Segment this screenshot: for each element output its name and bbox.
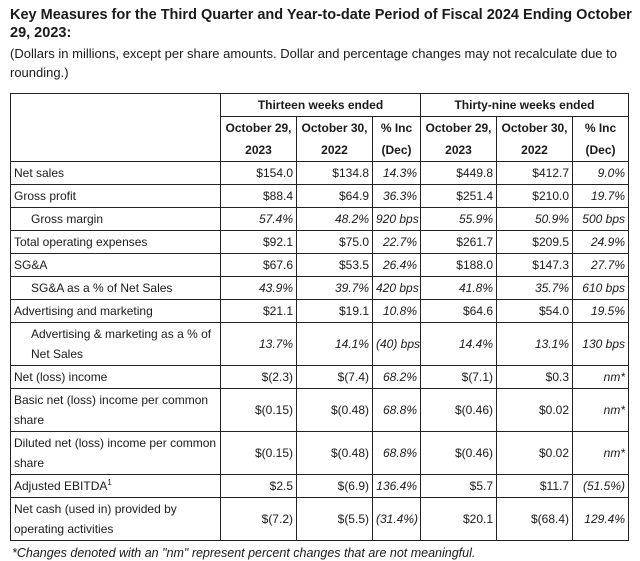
table-row [11, 389, 629, 432]
cell-value: nm* [573, 389, 629, 432]
group-header-q3: Thirteen weeks ended [221, 94, 421, 117]
col-header-ytd-2022: October 30, [497, 117, 573, 140]
cell-value: $(0.46) [421, 432, 497, 475]
table-row [11, 254, 629, 277]
table-row [11, 277, 629, 300]
cell-value: $(0.48) [297, 432, 373, 475]
row-label: Total operating expenses [11, 231, 221, 254]
key-measures-table [10, 93, 629, 541]
cell-value: 68.8% [373, 432, 421, 475]
cell-value: $154.0 [221, 162, 297, 185]
table-row [11, 185, 629, 208]
cell-value: $(2.3) [221, 366, 297, 389]
col-header-q3-pct: % Inc [373, 117, 421, 140]
cell-value: $(7.2) [221, 498, 297, 541]
cell-value: $0.02 [497, 389, 573, 432]
cell-value: $5.7 [421, 475, 497, 498]
row-label: Gross profit [11, 185, 221, 208]
row-label: Advertising and marketing [11, 300, 221, 323]
cell-value: $2.5 [221, 475, 297, 498]
cell-value: 19.5% [573, 300, 629, 323]
row-label-header [11, 94, 221, 162]
cell-value: 27.7% [573, 254, 629, 277]
cell-value: 68.2% [373, 366, 421, 389]
cell-value: 610 bps [573, 277, 629, 300]
cell-value: $(68.4) [497, 498, 573, 541]
row-label: Basic net (loss) income per common share [11, 389, 221, 432]
row-label: Advertising & marketing as a % of Net Sales [11, 323, 221, 366]
table-row [11, 162, 629, 185]
table-row [11, 208, 629, 231]
cell-value: $134.8 [297, 162, 373, 185]
cell-value: nm* [573, 432, 629, 475]
table-row [11, 231, 629, 254]
cell-value: 68.8% [373, 389, 421, 432]
row-label-text: Adjusted EBITDA [14, 479, 108, 493]
cell-value: $11.7 [497, 475, 573, 498]
cell-value: 48.2% [297, 208, 373, 231]
cell-value: 43.9% [221, 277, 297, 300]
cell-value: 26.4% [373, 254, 421, 277]
col-header-ytd-2022-year: 2022 [497, 139, 573, 162]
cell-value: $(0.46) [421, 389, 497, 432]
cell-value: $19.1 [297, 300, 373, 323]
cell-value: $20.1 [421, 498, 497, 541]
row-label: Diluted net (loss) income per common share [11, 432, 221, 475]
group-header-ytd: Thirty-nine weeks ended [421, 94, 629, 117]
table-row [11, 432, 629, 475]
cell-value: 36.3% [373, 185, 421, 208]
cell-value: 55.9% [421, 208, 497, 231]
footnote: *Changes denoted with an "nm" represent percent changes that are not meaningful. [12, 546, 476, 560]
col-header-q3-2022-year: 2022 [297, 139, 373, 162]
col-header-q3-pct-sub: (Dec) [373, 139, 421, 162]
cell-value: 9.0% [573, 162, 629, 185]
cell-value: 35.7% [497, 277, 573, 300]
cell-value: $75.0 [297, 231, 373, 254]
row-label: Net (loss) income [11, 366, 221, 389]
cell-value: 14.3% [373, 162, 421, 185]
cell-value: 136.4% [373, 475, 421, 498]
cell-value: $(5.5) [297, 498, 373, 541]
row-label: SG&A as a % of Net Sales [11, 277, 221, 300]
cell-value: 10.8% [373, 300, 421, 323]
col-header-ytd-pct-sub: (Dec) [573, 139, 629, 162]
row-label: Gross margin [11, 208, 221, 231]
cell-value: $92.1 [221, 231, 297, 254]
cell-value: (40) bps [373, 323, 421, 366]
table-row [11, 300, 629, 323]
col-header-q3-2022: October 30, [297, 117, 373, 140]
row-label: SG&A [11, 254, 221, 277]
cell-value: 13.7% [221, 323, 297, 366]
cell-value: $53.5 [297, 254, 373, 277]
cell-value: (51.5%) [573, 475, 629, 498]
cell-value: $0.3 [497, 366, 573, 389]
col-header-ytd-pct: % Inc [573, 117, 629, 140]
col-header-q3-2023-year: 2023 [221, 139, 297, 162]
cell-value: $(6.9) [297, 475, 373, 498]
cell-value: 129.4% [573, 498, 629, 541]
cell-value: $449.8 [421, 162, 497, 185]
col-header-ytd-2023: October 29, [421, 117, 497, 140]
cell-value: $88.4 [221, 185, 297, 208]
cell-value: 24.9% [573, 231, 629, 254]
cell-value: $209.5 [497, 231, 573, 254]
col-header-ytd-2023-year: 2023 [421, 139, 497, 162]
cell-value: 14.4% [421, 323, 497, 366]
cell-value: $188.0 [421, 254, 497, 277]
cell-value: 130 bps [573, 323, 629, 366]
cell-value: $(7.4) [297, 366, 373, 389]
table-row [11, 475, 629, 498]
table-row [11, 498, 629, 541]
cell-value: $64.9 [297, 185, 373, 208]
cell-value: (31.4%) [373, 498, 421, 541]
cell-value: $261.7 [421, 231, 497, 254]
cell-value: $(0.15) [221, 389, 297, 432]
row-label: Net cash (used in) provided by operating activities [11, 498, 221, 541]
cell-value: 41.8% [421, 277, 497, 300]
page-title: Key Measures for the Third Quarter and Year-to-date Period of Fiscal 2024 Ending October 29, 2023: [10, 7, 632, 41]
cell-value: nm* [573, 366, 629, 389]
cell-value: $64.6 [421, 300, 497, 323]
footnote-marker: 1 [107, 478, 112, 487]
cell-value: $21.1 [221, 300, 297, 323]
cell-value: $54.0 [497, 300, 573, 323]
page-subtitle: (Dollars in millions, except per share amounts. Dollar and percentage changes may not recalculate due to rounding.) [10, 46, 617, 80]
cell-value: 13.1% [497, 323, 573, 366]
cell-value: 22.7% [373, 231, 421, 254]
cell-value: $67.6 [221, 254, 297, 277]
cell-value: 420 bps [373, 277, 421, 300]
cell-value: 57.4% [221, 208, 297, 231]
cell-value: $251.4 [421, 185, 497, 208]
cell-value: $(7.1) [421, 366, 497, 389]
table-row [11, 323, 629, 366]
cell-value: 14.1% [297, 323, 373, 366]
row-label: Net sales [11, 162, 221, 185]
cell-value: $147.3 [497, 254, 573, 277]
table-row [11, 366, 629, 389]
cell-value: $(0.15) [221, 432, 297, 475]
cell-value: 39.7% [297, 277, 373, 300]
cell-value: 50.9% [497, 208, 573, 231]
cell-value: 920 bps [373, 208, 421, 231]
col-header-q3-2023: October 29, [221, 117, 297, 140]
cell-value: 19.7% [573, 185, 629, 208]
cell-value: $210.0 [497, 185, 573, 208]
cell-value: $(0.48) [297, 389, 373, 432]
group-header-row [11, 94, 629, 117]
cell-value: $0.02 [497, 432, 573, 475]
row-label [11, 475, 221, 498]
cell-value: 500 bps [573, 208, 629, 231]
cell-value: $412.7 [497, 162, 573, 185]
